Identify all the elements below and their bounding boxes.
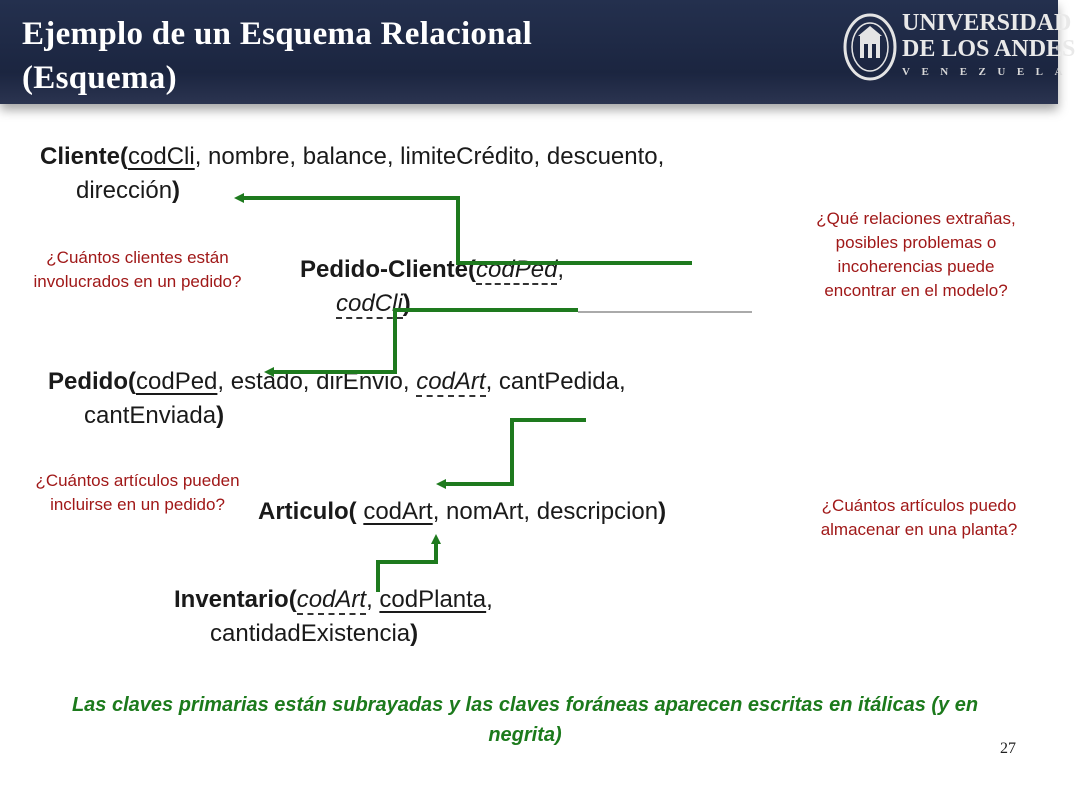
schema-pedido-attrs-1: , estado, dirEnvio,: [217, 368, 417, 395]
schema-articulo-attrs: , nomArt, descripcion: [432, 498, 659, 525]
schema-pedido-cliente-name: Pedido-Cliente(: [300, 256, 477, 283]
schema-inventario-name: Inventario(: [174, 586, 297, 613]
schema-pedido-cliente-fk-1: codPed: [476, 256, 558, 283]
arrow-to-pedido: [268, 310, 578, 372]
page-number: 27: [1000, 740, 1016, 757]
schema-pedido-cliente-sep: ,: [557, 256, 565, 283]
question-clientes-pedido: ¿Cuántos clientes están involucrados en un pedido?: [33, 248, 242, 291]
schema-inventario-fk: codArt: [296, 586, 367, 613]
schema-cliente-pk: codCli: [128, 143, 195, 170]
question-articulos-pedido: ¿Cuántos artículos pueden incluirse en un pedido?: [35, 471, 240, 514]
schema-cliente-attrs-2: dirección: [76, 177, 173, 204]
schema-inventario-attrs-1: ,: [486, 586, 493, 613]
question-articulos-planta: ¿Cuántos artículos puedo almacenar en una planta?: [820, 496, 1018, 539]
footnote: Las claves primarias están subrayadas y las claves foráneas aparecen escritas en itálicas (y en negrita): [71, 694, 979, 746]
schema-inventario-attrs-2: cantidadExistencia: [210, 620, 411, 647]
schema-cliente-attrs: , nombre, balance, limiteCrédito, descuento,: [194, 143, 665, 170]
schema-pedido-attrs-2: , cantPedida,: [485, 368, 626, 395]
arrow-to-articulo-from-pedido: [440, 420, 586, 484]
schema-inventario-sep: ,: [366, 586, 380, 613]
logo-text-line-1: UNIVERSIDAD: [902, 10, 1072, 36]
schema-articulo-close: ): [658, 498, 667, 525]
schema-pedido-attrs-3: cantEnviada: [84, 402, 217, 429]
title-line-2: (Esquema): [22, 60, 177, 96]
schema-pedido-name: Pedido(: [48, 368, 136, 395]
logo-text-line-3: VENEZUELA: [902, 66, 1074, 78]
schema-inventario-pk: codPlanta: [379, 586, 487, 613]
schema-pedido-cliente-close: ): [402, 290, 411, 317]
schema-articulo-pk: codArt: [363, 498, 433, 525]
schema-cliente-name: Cliente(: [40, 143, 129, 170]
schema-pedido-close: ): [216, 402, 225, 429]
arrow-to-articulo-from-inventario: [378, 538, 436, 592]
title-line-1: Ejemplo de un Esquema Relacional: [22, 16, 533, 52]
schema-articulo-name: Articulo(: [258, 498, 364, 525]
question-relaciones-extranas: ¿Qué relaciones extrañas, posibles problemas o incoherencias puede encontrar en el modelo?: [816, 209, 1016, 300]
arrow-to-cliente: [238, 198, 692, 263]
schema-inventario-close: ): [410, 620, 419, 647]
schema-pedido-cliente-fk-2: codCli: [336, 290, 403, 317]
schema-pedido-pk: codPed: [136, 368, 218, 395]
schema-cliente-close: ): [172, 177, 181, 204]
schema-pedido-fk: codArt: [416, 368, 486, 395]
logo-text-line-2: DE LOS ANDES: [902, 36, 1075, 62]
